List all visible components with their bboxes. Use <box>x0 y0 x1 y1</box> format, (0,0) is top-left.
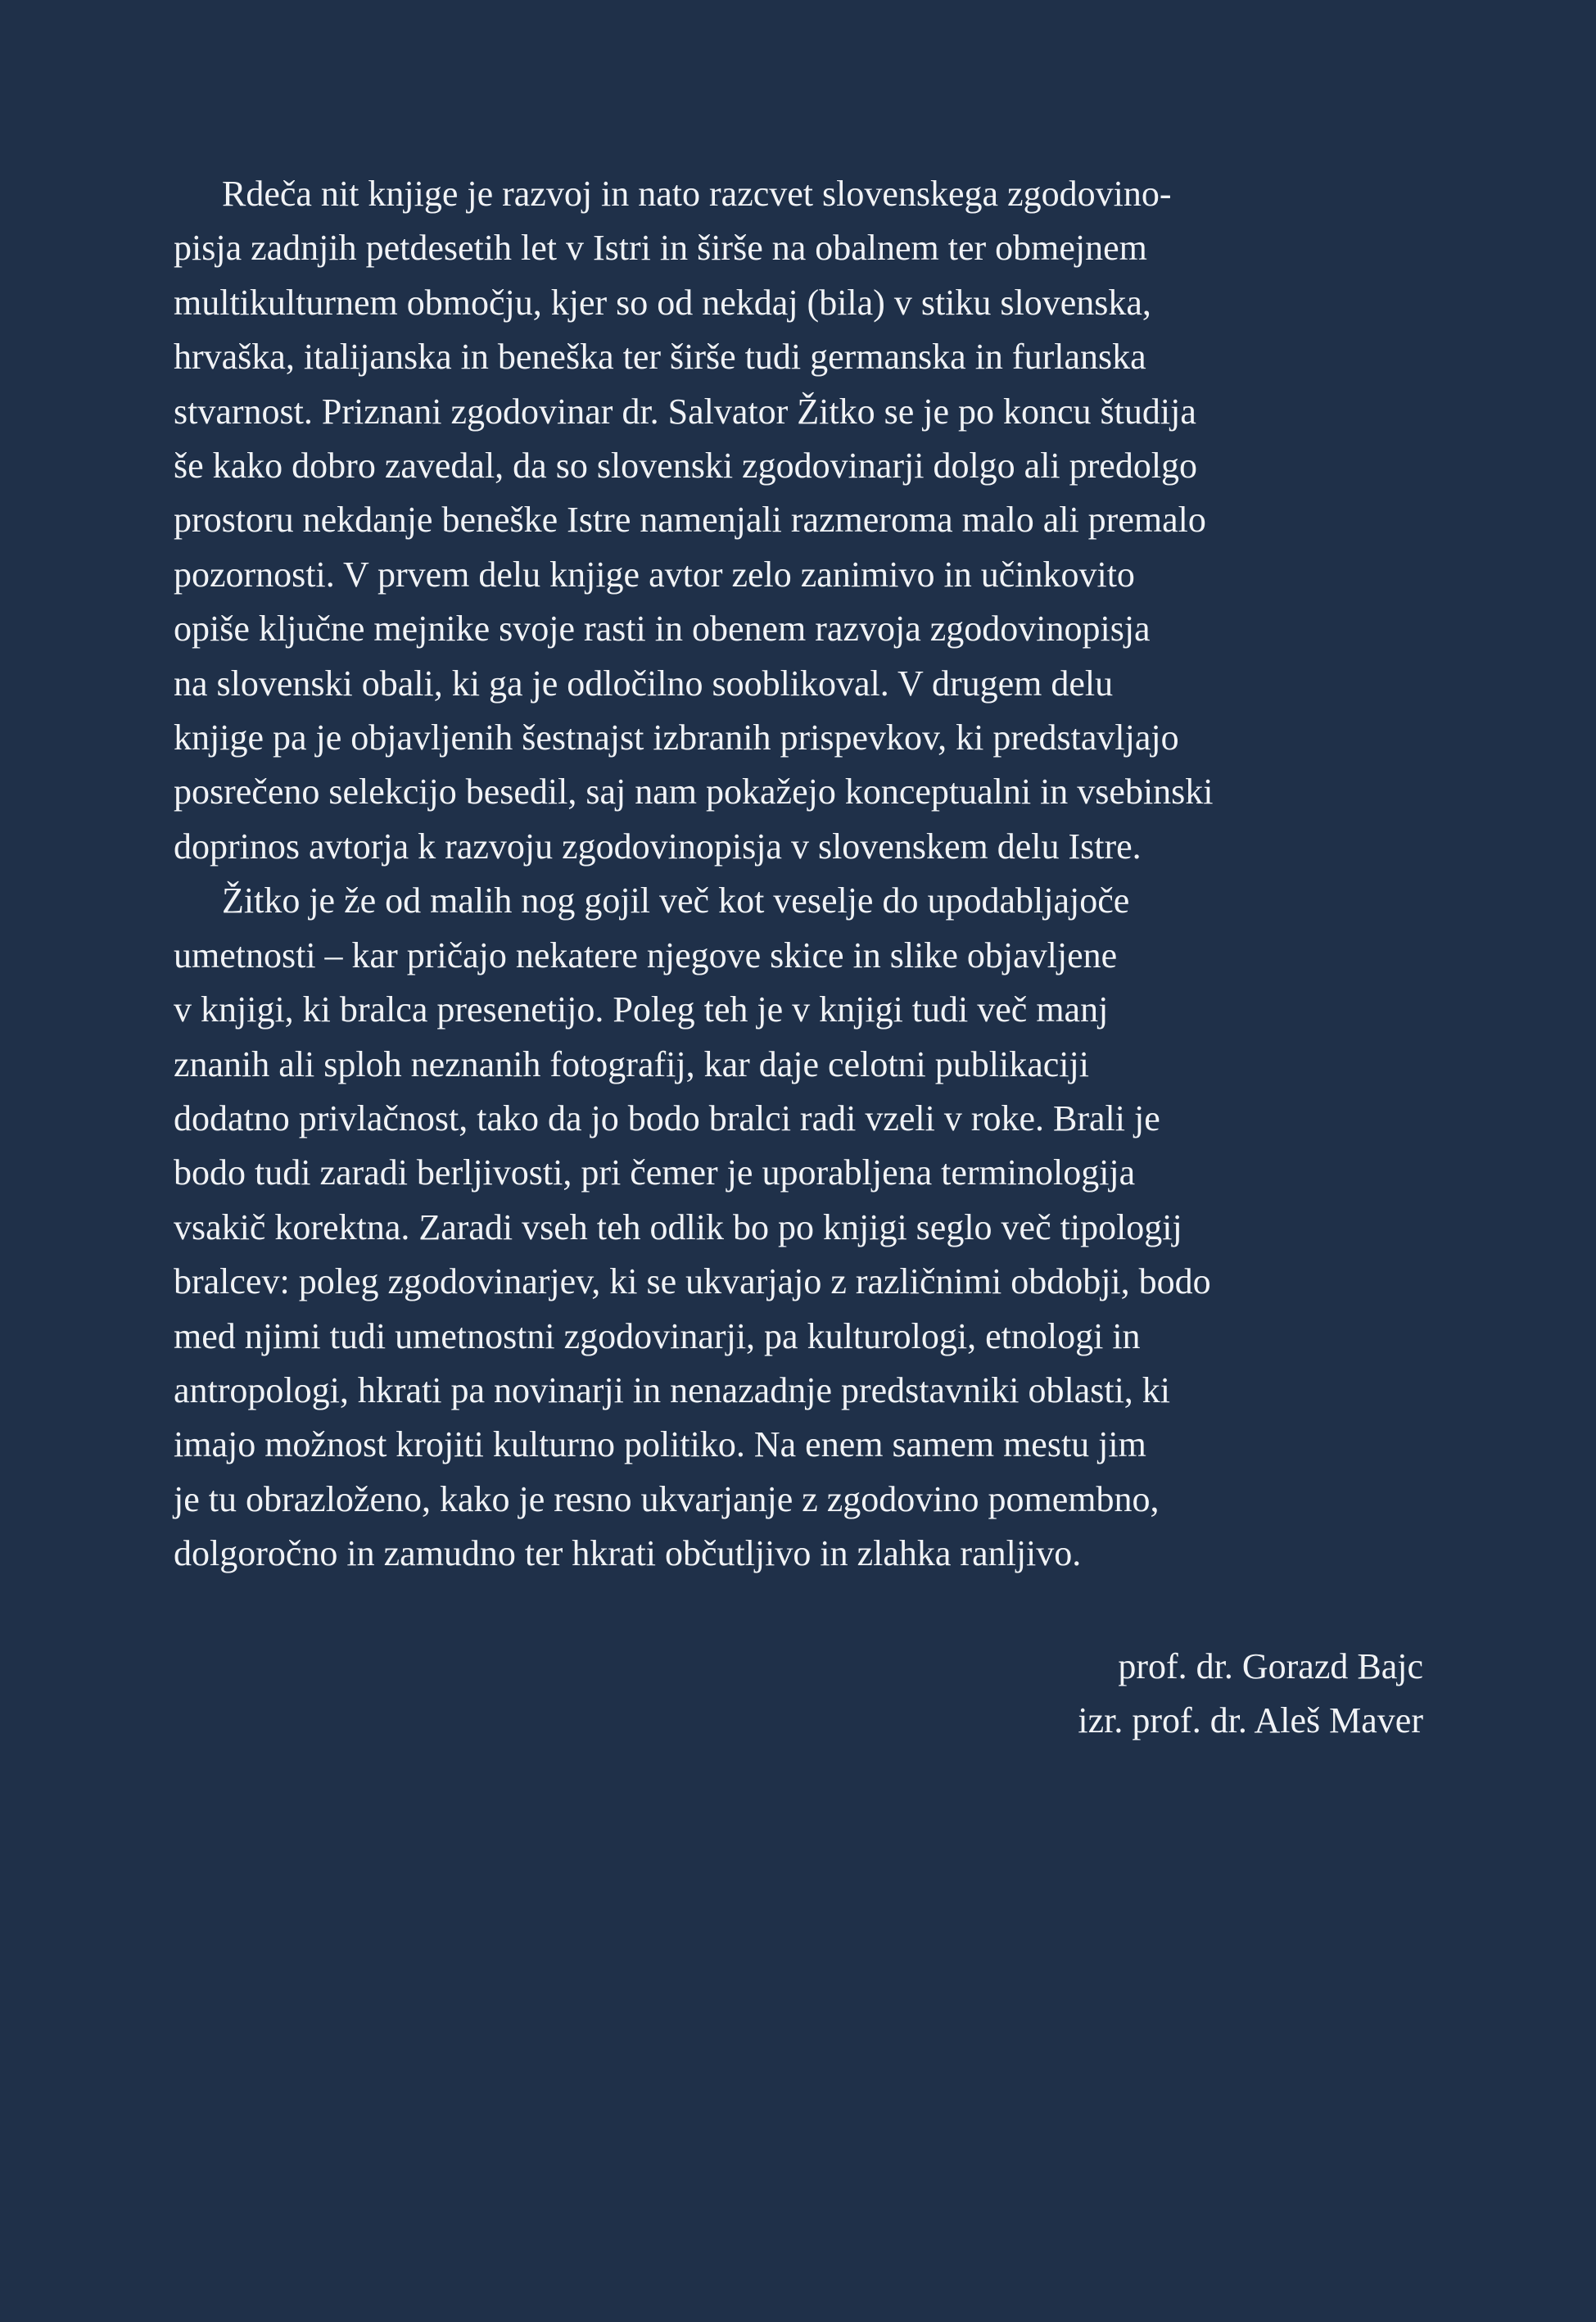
paragraph-1-line: doprinos avtorja k razvoju zgodovinopisja v slovenskem delu Istre. <box>174 826 1142 867</box>
paragraph-2-line: imajo možnost krojiti kulturno politiko. Na enem samem mestu jim <box>174 1424 1146 1465</box>
paragraph-2-line: bodo tudi zaradi berljivosti, pri čemer je uporabljena terminologija <box>174 1152 1136 1193</box>
paragraph-2-line: Žitko je že od malih nog gojil več kot veselje do upodabljajoče <box>222 880 1130 921</box>
signature-author-1: prof. dr. Gorazd Bajc <box>1118 1646 1423 1686</box>
paragraph-2-line: umetnosti – kar pričajo nekatere njegove skice in slike objavljene <box>174 935 1118 975</box>
paragraph-2-line: znanih ali sploh neznanih fotografij, kar daje celotni publikaciji <box>174 1043 1089 1084</box>
paragraph-1-line: knjige pa je objavljenih šestnajst izbranih prispevkov, ki predstavljajo <box>174 717 1179 758</box>
paragraph-1-line: Rdeča nit knjige je razvoj in nato razcvet slovenskega zgodovino- <box>222 174 1172 214</box>
paragraph-1-line: posrečeno selekcijo besedil, saj nam pokažejo konceptualni in vsebinski <box>174 772 1214 812</box>
paragraph-1-line: stvarnost. Priznani zgodovinar dr. Salvator Žitko se je po koncu študija <box>174 391 1196 432</box>
paragraph-1-line: pisja zadnjih petdesetih let v Istri in širše na obalnem ter obmejnem <box>174 228 1147 269</box>
paragraph-2-line: dodatno privlačnost, tako da jo bodo bralci radi vzeli v roke. Brali je <box>174 1098 1160 1138</box>
paragraph-1-line: multikulturnem območju, kjer so od nekdaj (bila) v stiku slovenska, <box>174 282 1151 323</box>
paragraph-1-line: na slovenski obali, ki ga je odločilno sooblikoval. V drugem delu <box>174 663 1114 704</box>
paragraph-2-line: vsakič korektna. Zaradi vseh teh odlik bo po knjigi seglo več tipologij <box>174 1206 1182 1247</box>
paragraph-1-line: opiše ključne mejnike svoje rasti in obenem razvoja zgodovinopisja <box>174 609 1151 650</box>
paragraph-2-line: dolgoročno in zamudno ter hkrati občutljivo in zlahka ranljivo. <box>174 1533 1082 1574</box>
paragraph-1-line: pozornosti. V prvem delu knjige avtor zelo zanimivo in učinkovito <box>174 554 1135 595</box>
signature-block <box>1078 1640 1423 1749</box>
blurb-text <box>174 167 1426 1582</box>
paragraph-2-line: antropologi, hkrati pa novinarji in nenazadnje predstavniki oblasti, ki <box>174 1369 1171 1410</box>
paragraph-2-line: bralcev: poleg zgodovinarjev, ki se ukvarjajo z različnimi obdobji, bodo <box>174 1261 1211 1302</box>
paragraph-2-line: je tu obrazloženo, kako je resno ukvarjanje z zgodovino pomembno, <box>174 1478 1160 1519</box>
paragraph-2-line: med njimi tudi umetnostni zgodovinarji, pa kulturologi, etnologi in <box>174 1315 1141 1356</box>
paragraph-2-line: v knjigi, ki bralca presenetijo. Poleg teh je v knjigi tudi več manj <box>174 989 1109 1030</box>
paragraph-1-line: prostoru nekdanje beneške Istre namenjali razmeroma malo ali premalo <box>174 500 1206 541</box>
paragraph-1-line: hrvaška, italijanska in beneška ter širše tudi germanska in furlanska <box>174 337 1146 378</box>
paragraph-1-line: še kako dobro zavedal, da so slovenski zgodovinarji dolgo ali predolgo <box>174 446 1198 487</box>
signature-author-2: izr. prof. dr. Aleš Maver <box>1078 1700 1423 1741</box>
